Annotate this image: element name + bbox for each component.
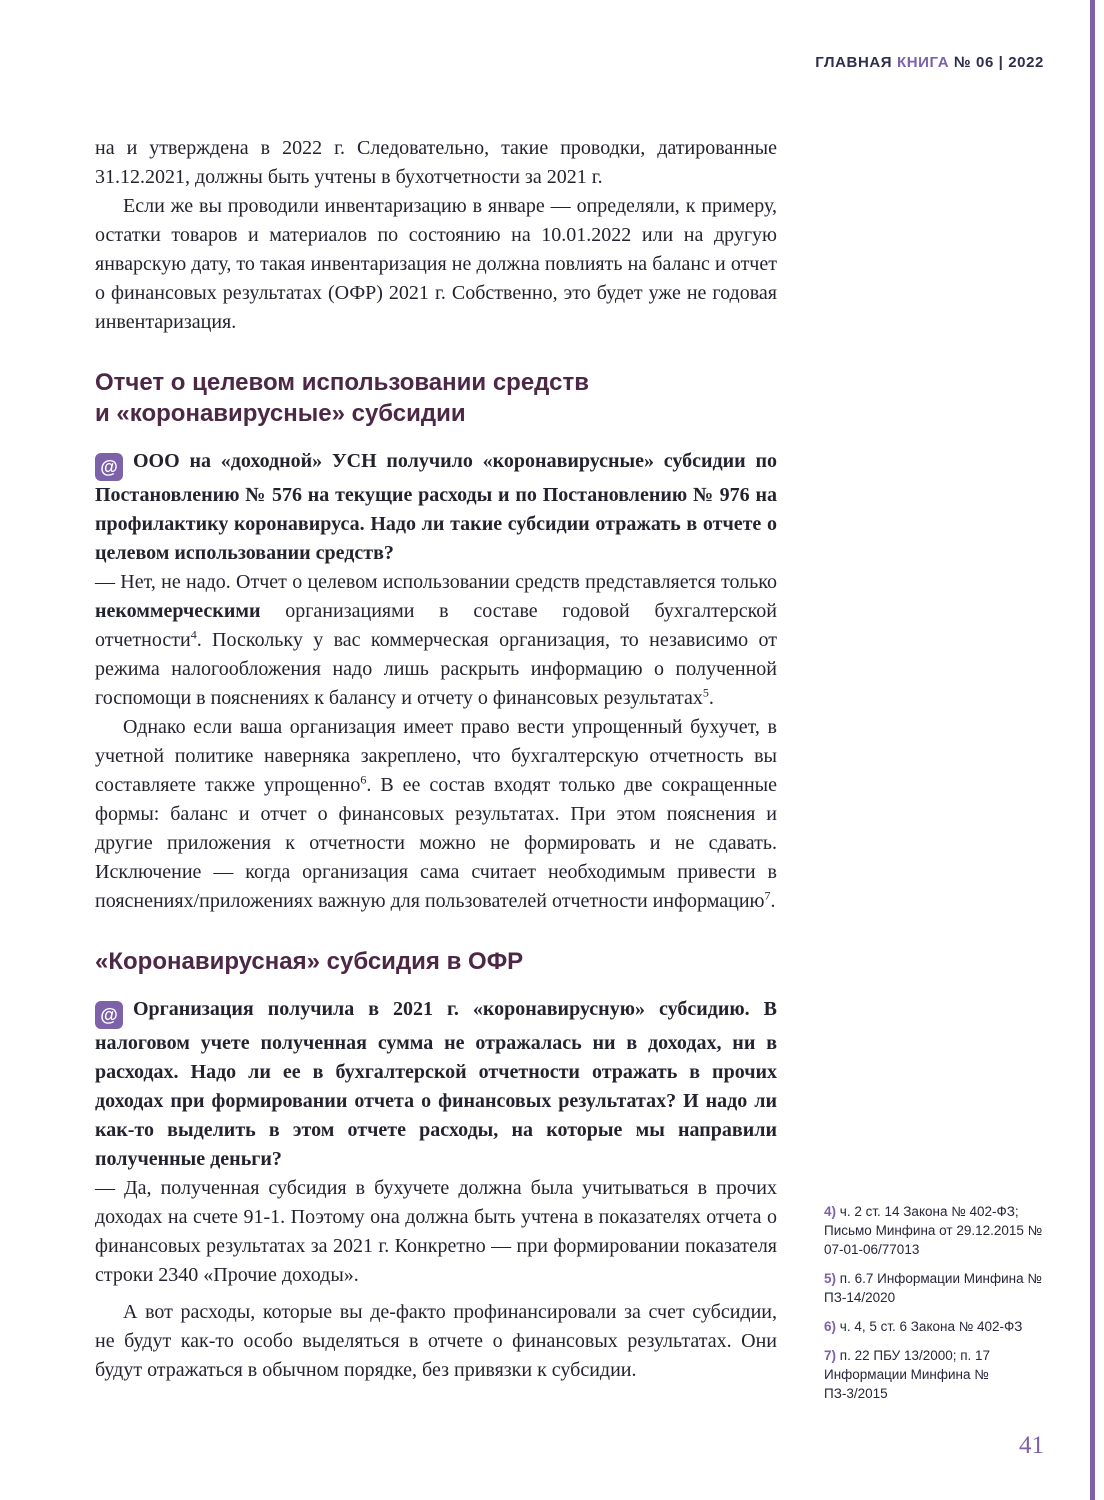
footnote-text: п. 6.7 Информации Минфина № ПЗ-14/2020 bbox=[824, 1271, 1042, 1305]
question-text: ООО на «доходной» УСН получило «коронавирусные» субсидии по Постановлению № 576 на текущие расходы и по Постановлению № 976 на профилактику коронавируса. Надо ли такие субсидии отражать в отчете о целевом использовании средств? bbox=[95, 450, 777, 564]
footnote-7 bbox=[824, 1346, 1044, 1403]
magazine-title-accent: КНИГА bbox=[896, 54, 950, 71]
text-segment: Однако если ваша организация имеет право вести упрощенный бухучет, в учетной политике наверняка закреплено, что бухгалтерскую отчетность вы составляете также упрощенно bbox=[95, 716, 777, 796]
article-column bbox=[95, 134, 777, 1385]
footnote-4 bbox=[824, 1202, 1044, 1259]
text-segment: А вот расходы, которые вы де-факто профинансировали за счет субсидии, не будут как-то особо выделяться в отчете о финансовых результатах. Они будут отражаться в обычном порядке, без привязки к субсидии. bbox=[95, 1301, 777, 1381]
text-segment: . bbox=[708, 687, 714, 709]
right-edge-rule bbox=[1090, 0, 1095, 1500]
issue-number: № 06 | 2022 bbox=[953, 54, 1044, 71]
question-at-icon: @ bbox=[95, 453, 123, 481]
reader-question-2 bbox=[95, 995, 777, 1174]
footnote-text: ч. 4, 5 ст. 6 Закона № 402-ФЗ bbox=[839, 1319, 1023, 1334]
footnote-text: п. 22 ПБУ 13/2000; п. 17 Информации Минфина № ПЗ-3/2015 bbox=[824, 1348, 991, 1401]
footnote-ref-4: 4 bbox=[190, 627, 197, 642]
page-number: 41 bbox=[1019, 1432, 1044, 1459]
footnotes-column bbox=[824, 1202, 1044, 1413]
text-segment: . Поскольку у вас коммерческая организация, то независимо от режима налогообложения надо лишь раскрыть информацию о полученной госпомощи в пояснениях к балансу и отчету о финансовых результатах bbox=[95, 629, 777, 709]
footnote-5 bbox=[824, 1269, 1044, 1307]
footnote-ref-5: 5 bbox=[702, 685, 709, 700]
answer-paragraph-2 bbox=[95, 1174, 777, 1290]
paragraph-continuation bbox=[95, 134, 777, 192]
paragraph bbox=[95, 713, 777, 916]
text-segment: — Да, полученная субсидия в бухучете должна была учитываться в прочих доходах на счете 91-1. Поэтому она должна быть учтена в показателях отчета о финансовых результатах за 2021 г. Конкретно — при формировании показателя строки 2340 «Прочие доходы». bbox=[95, 1177, 777, 1286]
text-segment: Если же вы проводили инвентаризацию в январе — определяли, к примеру, остатки товаров и материалов по состоянию на 10.01.2022 или на другую январскую дату, то такая инвентаризация не должна повлиять на баланс и отчет о финансовых результатах (ОФР) 2021 г. Собственно, это будет уже не годовая инвентаризация. bbox=[95, 195, 777, 333]
section-heading-1 bbox=[95, 367, 777, 429]
reader-question-1 bbox=[95, 447, 777, 568]
footnote-number: 7) bbox=[824, 1348, 837, 1363]
text-segment: . bbox=[770, 890, 776, 912]
footnote-text: ч. 2 ст. 14 Закона № 402-ФЗ; Письмо Минфина от 29.12.2015 № 07-01-06/77013 bbox=[824, 1204, 1043, 1257]
text-segment: . В ее состав входят только две сокращенные формы: баланс и отчет о финансовых результатах. При этом пояснения и другие приложения к отчетности можно не формировать и не сдавать. Исключение — когда организация сама считает необходимым привести в пояснениях/приложениях важную для пользователей отчетности информацию bbox=[95, 774, 777, 912]
footnote-6 bbox=[824, 1317, 1044, 1336]
paragraph bbox=[95, 192, 777, 337]
heading-line: «Коронавирусная» субсидия в ОФР bbox=[95, 948, 524, 975]
footnote-ref-6: 6 bbox=[360, 772, 367, 787]
text-segment: — Нет, не надо. Отчет о целевом использовании средств представляется только bbox=[95, 571, 777, 593]
question-at-icon: @ bbox=[95, 1001, 123, 1029]
section-heading-2 bbox=[95, 946, 777, 977]
question-text: Организация получила в 2021 г. «коронавирусную» субсидию. В налоговом учете полученная сумма не отражалась ни в доходах, ни в расходах. Надо ли ее в бухгалтерской отчетности отражать в прочих доходах при формировании отчета о финансовых результатах? И надо ли как-то выделить в этом отчете расходы, на которые мы направили полученные деньги? bbox=[95, 998, 777, 1170]
heading-line: и «коронавирусные» субсидии bbox=[95, 400, 466, 427]
emphasis: некоммерческими bbox=[95, 600, 261, 622]
footnote-number: 5) bbox=[824, 1271, 837, 1286]
footnote-ref-7: 7 bbox=[764, 888, 771, 903]
paragraph bbox=[95, 1298, 777, 1385]
footnote-number: 6) bbox=[824, 1319, 837, 1334]
answer-paragraph-1 bbox=[95, 568, 777, 713]
heading-line: Отчет о целевом использовании средств bbox=[95, 369, 589, 396]
page-header bbox=[815, 54, 1044, 71]
footnote-number: 4) bbox=[824, 1204, 837, 1219]
magazine-title: ГЛАВНАЯ bbox=[815, 54, 893, 71]
text-segment: организациями в составе годовой бухгалтерской отчетности bbox=[95, 600, 777, 651]
text-segment: на и утверждена в 2022 г. Следовательно, такие проводки, датированные 31.12.2021, должны быть учтены в бухотчетности за 2021 г. bbox=[95, 137, 777, 188]
